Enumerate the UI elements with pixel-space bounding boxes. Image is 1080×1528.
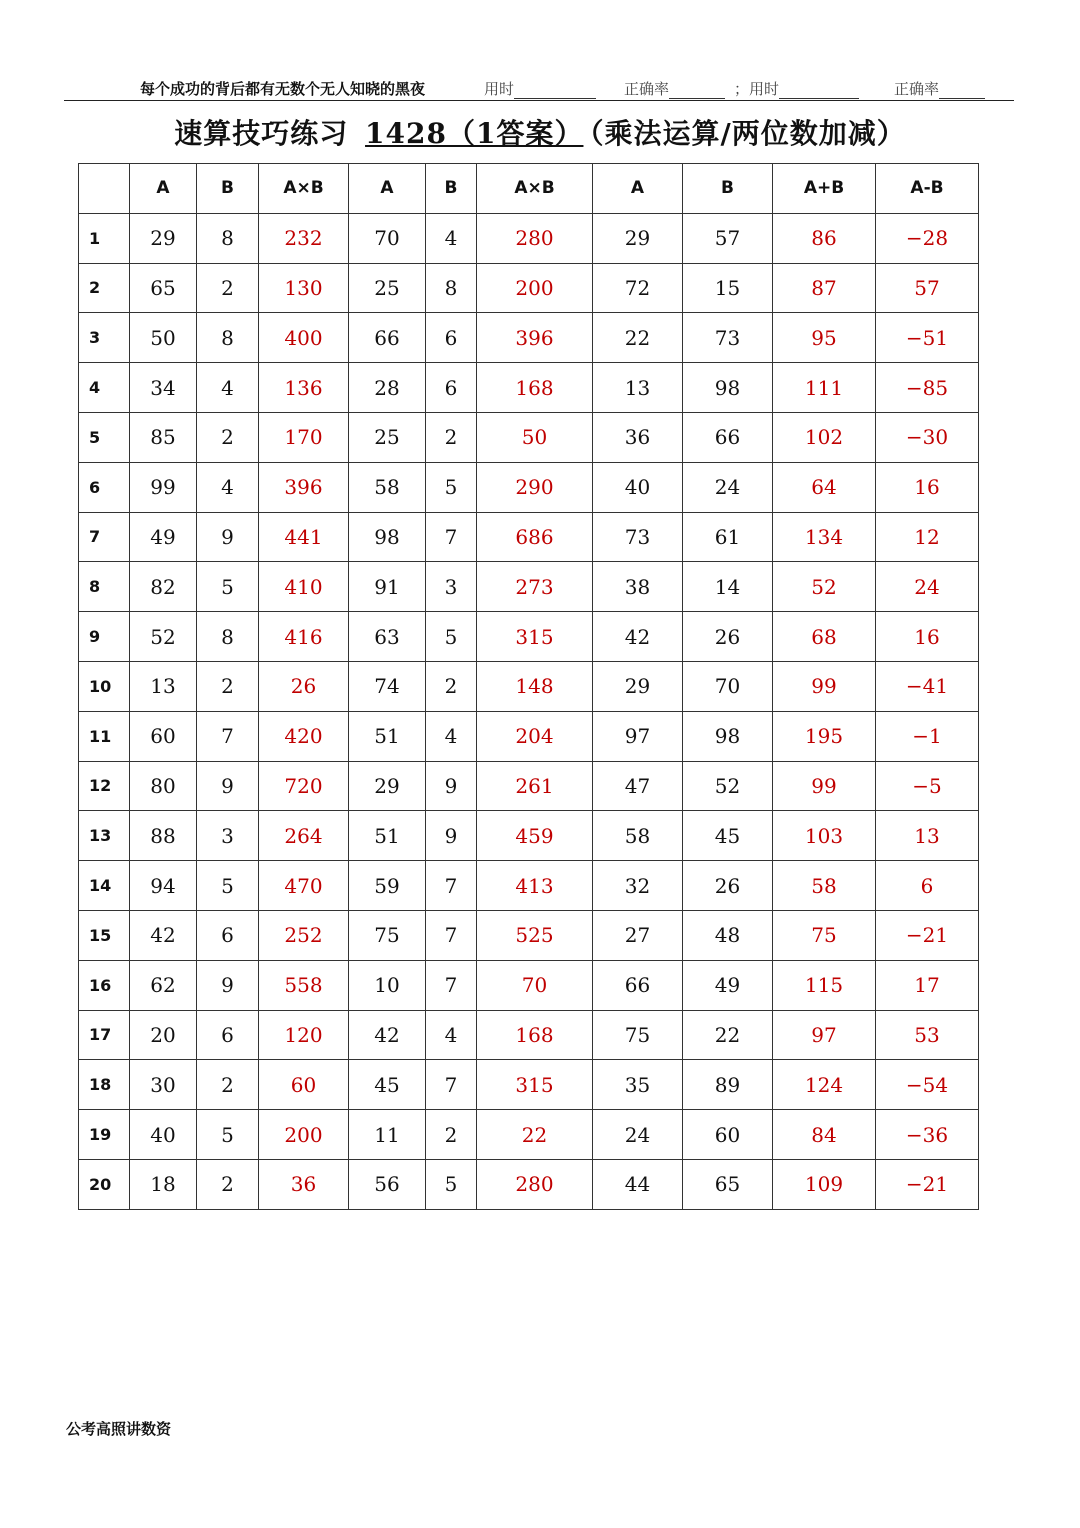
operand-cell: 5: [197, 1110, 259, 1160]
answer-cell: 99: [773, 661, 876, 711]
col-header: A: [593, 164, 683, 214]
operand-cell: 7: [426, 1060, 477, 1110]
answer-cell: 204: [477, 711, 593, 761]
table-row: [79, 1010, 979, 1060]
answer-cell: 75: [773, 910, 876, 960]
operand-cell: 6: [426, 363, 477, 413]
operand-cell: 98: [349, 512, 426, 562]
operand-cell: 7: [426, 861, 477, 911]
answer-cell: 470: [259, 861, 349, 911]
operand-cell: 75: [349, 910, 426, 960]
operand-cell: 9: [197, 761, 259, 811]
answer-cell: 13: [876, 811, 979, 861]
answer-cell: 58: [773, 861, 876, 911]
answer-cell: 720: [259, 761, 349, 811]
operand-cell: 52: [683, 761, 773, 811]
operand-cell: 29: [593, 213, 683, 263]
col-header: A: [130, 164, 197, 214]
operand-cell: 65: [130, 263, 197, 313]
operand-cell: 47: [593, 761, 683, 811]
answer-cell: −30: [876, 412, 979, 462]
answer-cell: 134: [773, 512, 876, 562]
title-prefix: 速算技巧练习: [174, 117, 349, 150]
accuracy-field-1: [624, 78, 725, 99]
title-code: 1428（1答案）: [365, 117, 584, 150]
operand-cell: 36: [593, 412, 683, 462]
row-number: 3: [79, 313, 130, 363]
table-row: [79, 661, 979, 711]
answer-cell: 50: [477, 412, 593, 462]
operand-cell: 74: [349, 661, 426, 711]
operand-cell: 9: [197, 960, 259, 1010]
operand-cell: 9: [197, 512, 259, 562]
operand-cell: 26: [683, 612, 773, 662]
time-blank-2[interactable]: [779, 82, 859, 99]
answer-cell: 57: [876, 263, 979, 313]
page-title: [0, 112, 1080, 152]
row-number: 16: [79, 960, 130, 1010]
operand-cell: 80: [130, 761, 197, 811]
operand-cell: 30: [130, 1060, 197, 1110]
operand-cell: 4: [426, 213, 477, 263]
operand-cell: 42: [130, 910, 197, 960]
operand-cell: 29: [349, 761, 426, 811]
table-row: [79, 1060, 979, 1110]
operand-cell: 5: [197, 562, 259, 612]
operand-cell: 61: [683, 512, 773, 562]
operand-cell: 52: [130, 612, 197, 662]
col-header: A: [349, 164, 426, 214]
table-row: [79, 1159, 979, 1209]
operand-cell: 4: [426, 711, 477, 761]
operand-cell: 7: [426, 960, 477, 1010]
answer-cell: 22: [477, 1110, 593, 1160]
answer-cell: 200: [477, 263, 593, 313]
answer-cell: 16: [876, 462, 979, 512]
operand-cell: 66: [593, 960, 683, 1010]
operand-cell: 7: [197, 711, 259, 761]
answer-cell: 441: [259, 512, 349, 562]
row-number: 12: [79, 761, 130, 811]
operand-cell: 24: [683, 462, 773, 512]
title-suffix: （乘法运算/两位数加减）: [589, 117, 906, 150]
answer-cell: 124: [773, 1060, 876, 1110]
operand-cell: 10: [349, 960, 426, 1010]
accuracy-blank-1[interactable]: [669, 82, 725, 99]
operand-cell: 3: [197, 811, 259, 861]
table-body: [79, 213, 979, 1209]
operand-cell: 45: [683, 811, 773, 861]
accuracy-blank-2[interactable]: [939, 82, 985, 99]
operand-cell: 72: [593, 263, 683, 313]
answer-cell: 558: [259, 960, 349, 1010]
answer-cell: 86: [773, 213, 876, 263]
row-number: 7: [79, 512, 130, 562]
answer-cell: 64: [773, 462, 876, 512]
answer-cell: 396: [259, 462, 349, 512]
row-number: 10: [79, 661, 130, 711]
table-row: [79, 263, 979, 313]
answer-cell: 420: [259, 711, 349, 761]
operand-cell: 91: [349, 562, 426, 612]
operand-cell: 2: [197, 661, 259, 711]
answer-cell: 60: [259, 1060, 349, 1110]
operand-cell: 14: [683, 562, 773, 612]
answer-cell: −21: [876, 1159, 979, 1209]
answer-cell: 87: [773, 263, 876, 313]
answer-cell: 17: [876, 960, 979, 1010]
operand-cell: 66: [349, 313, 426, 363]
answer-cell: 103: [773, 811, 876, 861]
operand-cell: 42: [593, 612, 683, 662]
answer-cell: 280: [477, 1159, 593, 1209]
row-number: 18: [79, 1060, 130, 1110]
operand-cell: 9: [426, 761, 477, 811]
operand-cell: 25: [349, 412, 426, 462]
operand-cell: 66: [683, 412, 773, 462]
operand-cell: 35: [593, 1060, 683, 1110]
time-label-1: 用时: [484, 80, 515, 98]
operand-cell: 6: [426, 313, 477, 363]
answer-cell: 52: [773, 562, 876, 612]
row-number: 5: [79, 412, 130, 462]
operand-cell: 18: [130, 1159, 197, 1209]
operand-cell: 65: [683, 1159, 773, 1209]
operand-cell: 89: [683, 1060, 773, 1110]
motto-text: 每个成功的背后都有无数个无人知晓的黑夜: [140, 80, 426, 98]
time-field-1: [484, 78, 596, 99]
answer-cell: −21: [876, 910, 979, 960]
answer-cell: 130: [259, 263, 349, 313]
operand-cell: 9: [426, 811, 477, 861]
answer-cell: 525: [477, 910, 593, 960]
time-label-2: 用时: [749, 80, 780, 98]
accuracy-label-2: 正确率: [894, 80, 940, 98]
answer-cell: −54: [876, 1060, 979, 1110]
operand-cell: 58: [349, 462, 426, 512]
operand-cell: 62: [130, 960, 197, 1010]
operand-cell: 6: [197, 910, 259, 960]
answer-cell: 261: [477, 761, 593, 811]
operand-cell: 29: [593, 661, 683, 711]
answer-cell: 136: [259, 363, 349, 413]
operand-cell: 70: [349, 213, 426, 263]
answer-cell: −28: [876, 213, 979, 263]
table-row: [79, 811, 979, 861]
answer-cell: 232: [259, 213, 349, 263]
operand-cell: 8: [197, 612, 259, 662]
answer-cell: 273: [477, 562, 593, 612]
table-row: [79, 363, 979, 413]
answer-cell: 109: [773, 1159, 876, 1209]
answer-cell: −51: [876, 313, 979, 363]
answer-cell: 416: [259, 612, 349, 662]
operand-cell: 6: [197, 1010, 259, 1060]
row-number: 15: [79, 910, 130, 960]
operand-cell: 2: [426, 412, 477, 462]
operand-cell: 98: [683, 711, 773, 761]
operand-cell: 42: [349, 1010, 426, 1060]
operand-cell: 5: [197, 861, 259, 911]
row-number: 11: [79, 711, 130, 761]
operand-cell: 28: [349, 363, 426, 413]
answer-cell: 168: [477, 1010, 593, 1060]
operand-cell: 60: [683, 1110, 773, 1160]
answer-cell: 315: [477, 1060, 593, 1110]
answer-cell: 115: [773, 960, 876, 1010]
row-number: 13: [79, 811, 130, 861]
answer-cell: 168: [477, 363, 593, 413]
row-number: 14: [79, 861, 130, 911]
answer-cell: 68: [773, 612, 876, 662]
table-row: [79, 562, 979, 612]
operand-cell: 98: [683, 363, 773, 413]
answer-cell: 97: [773, 1010, 876, 1060]
row-number: 19: [79, 1110, 130, 1160]
operand-cell: 75: [593, 1010, 683, 1060]
answer-cell: 26: [259, 661, 349, 711]
col-header: [79, 164, 130, 214]
answer-cell: −41: [876, 661, 979, 711]
operand-cell: 73: [683, 313, 773, 363]
operand-cell: 27: [593, 910, 683, 960]
table-row: [79, 612, 979, 662]
answer-cell: 102: [773, 412, 876, 462]
answer-cell: 148: [477, 661, 593, 711]
operand-cell: 49: [683, 960, 773, 1010]
table-row: [79, 213, 979, 263]
answer-cell: 120: [259, 1010, 349, 1060]
operand-cell: 5: [426, 1159, 477, 1209]
operand-cell: 51: [349, 711, 426, 761]
row-number: 9: [79, 612, 130, 662]
operand-cell: 2: [426, 1110, 477, 1160]
row-number: 20: [79, 1159, 130, 1209]
operand-cell: 99: [130, 462, 197, 512]
operand-cell: 3: [426, 562, 477, 612]
practice-table: [78, 163, 979, 1210]
answer-cell: 290: [477, 462, 593, 512]
col-header: B: [683, 164, 773, 214]
operand-cell: 82: [130, 562, 197, 612]
answer-cell: 16: [876, 612, 979, 662]
accuracy-label-1: 正确率: [624, 80, 670, 98]
answer-cell: 315: [477, 612, 593, 662]
answer-cell: 84: [773, 1110, 876, 1160]
answer-cell: −1: [876, 711, 979, 761]
operand-cell: 7: [426, 512, 477, 562]
answer-cell: 413: [477, 861, 593, 911]
operand-cell: 94: [130, 861, 197, 911]
operand-cell: 4: [426, 1010, 477, 1060]
answer-cell: 6: [876, 861, 979, 911]
operand-cell: 22: [593, 313, 683, 363]
operand-cell: 2: [197, 412, 259, 462]
operand-cell: 85: [130, 412, 197, 462]
answer-cell: 410: [259, 562, 349, 612]
operand-cell: 8: [426, 263, 477, 313]
row-number: 6: [79, 462, 130, 512]
operand-cell: 59: [349, 861, 426, 911]
answer-cell: 195: [773, 711, 876, 761]
operand-cell: 2: [197, 263, 259, 313]
col-header: A×B: [477, 164, 593, 214]
operand-cell: 22: [683, 1010, 773, 1060]
operand-cell: 60: [130, 711, 197, 761]
answer-cell: 12: [876, 512, 979, 562]
answer-cell: 36: [259, 1159, 349, 1209]
operand-cell: 8: [197, 313, 259, 363]
operand-cell: 38: [593, 562, 683, 612]
table-row: [79, 960, 979, 1010]
operand-cell: 5: [426, 462, 477, 512]
operand-cell: 70: [683, 661, 773, 711]
operand-cell: 50: [130, 313, 197, 363]
answer-cell: 70: [477, 960, 593, 1010]
operand-cell: 20: [130, 1010, 197, 1060]
answer-cell: 459: [477, 811, 593, 861]
answer-cell: 24: [876, 562, 979, 612]
table-row: [79, 313, 979, 363]
operand-cell: 45: [349, 1060, 426, 1110]
answer-cell: 170: [259, 412, 349, 462]
operand-cell: 13: [593, 363, 683, 413]
operand-cell: 58: [593, 811, 683, 861]
operand-cell: 26: [683, 861, 773, 911]
operand-cell: 34: [130, 363, 197, 413]
col-header: B: [197, 164, 259, 214]
operand-cell: 49: [130, 512, 197, 562]
operand-cell: 2: [426, 661, 477, 711]
table-row: [79, 512, 979, 562]
time-field-2: [734, 78, 859, 99]
operand-cell: 13: [130, 661, 197, 711]
col-header: A-B: [876, 164, 979, 214]
operand-cell: 40: [593, 462, 683, 512]
operand-cell: 7: [426, 910, 477, 960]
operand-cell: 73: [593, 512, 683, 562]
col-header: B: [426, 164, 477, 214]
answer-cell: 99: [773, 761, 876, 811]
operand-cell: 2: [197, 1159, 259, 1209]
operand-cell: 29: [130, 213, 197, 263]
row-number: 2: [79, 263, 130, 313]
operand-cell: 40: [130, 1110, 197, 1160]
footer-text: 公考高照讲数资: [66, 1420, 172, 1438]
row-number: 8: [79, 562, 130, 612]
operand-cell: 63: [349, 612, 426, 662]
table-header-row: [79, 164, 979, 214]
table-row: [79, 761, 979, 811]
answer-cell: 252: [259, 910, 349, 960]
header-bar: [64, 76, 1014, 101]
operand-cell: 51: [349, 811, 426, 861]
answer-cell: 400: [259, 313, 349, 363]
operand-cell: 2: [197, 1060, 259, 1110]
table-row: [79, 711, 979, 761]
answer-cell: 111: [773, 363, 876, 413]
time-blank-1[interactable]: [514, 82, 596, 99]
operand-cell: 8: [197, 213, 259, 263]
operand-cell: 11: [349, 1110, 426, 1160]
operand-cell: 5: [426, 612, 477, 662]
row-number: 1: [79, 213, 130, 263]
answer-cell: −5: [876, 761, 979, 811]
answer-cell: −85: [876, 363, 979, 413]
operand-cell: 4: [197, 363, 259, 413]
accuracy-field-2: [894, 78, 985, 99]
table-row: [79, 462, 979, 512]
col-header: A×B: [259, 164, 349, 214]
operand-cell: 32: [593, 861, 683, 911]
table-row: [79, 861, 979, 911]
table-row: [79, 910, 979, 960]
answer-cell: 264: [259, 811, 349, 861]
operand-cell: 48: [683, 910, 773, 960]
operand-cell: 15: [683, 263, 773, 313]
operand-cell: 97: [593, 711, 683, 761]
operand-cell: 56: [349, 1159, 426, 1209]
operand-cell: 57: [683, 213, 773, 263]
answer-cell: 396: [477, 313, 593, 363]
answer-cell: 280: [477, 213, 593, 263]
operand-cell: 88: [130, 811, 197, 861]
answer-cell: 200: [259, 1110, 349, 1160]
table-row: [79, 1110, 979, 1160]
operand-cell: 4: [197, 462, 259, 512]
operand-cell: 24: [593, 1110, 683, 1160]
col-header: A+B: [773, 164, 876, 214]
answer-cell: 686: [477, 512, 593, 562]
separator: ；: [734, 80, 750, 98]
answer-cell: −36: [876, 1110, 979, 1160]
operand-cell: 44: [593, 1159, 683, 1209]
operand-cell: 25: [349, 263, 426, 313]
table-row: [79, 412, 979, 462]
answer-cell: 53: [876, 1010, 979, 1060]
answer-cell: 95: [773, 313, 876, 363]
row-number: 17: [79, 1010, 130, 1060]
row-number: 4: [79, 363, 130, 413]
